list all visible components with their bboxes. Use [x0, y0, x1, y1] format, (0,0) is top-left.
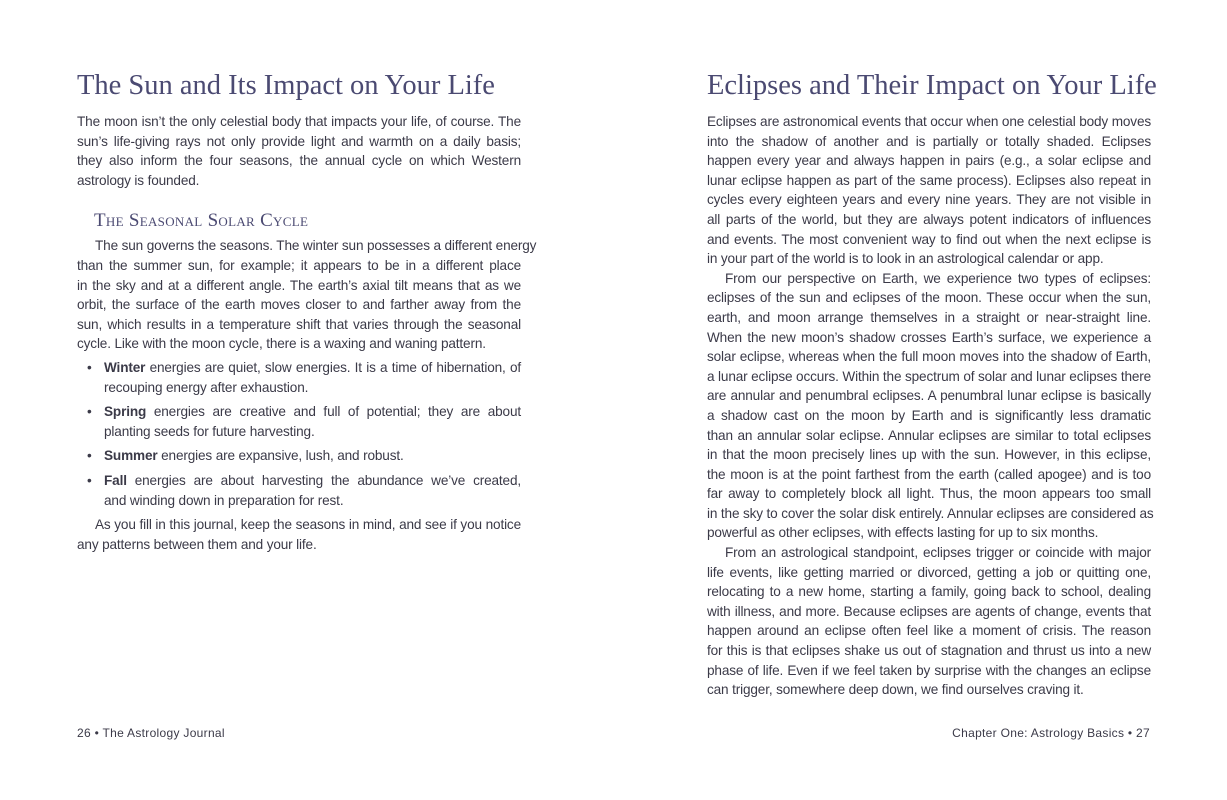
text-line: any patterns between them and your life. [77, 536, 317, 552]
text-line: From our perspective on Earth, we experience two types of eclipses: [725, 270, 1151, 286]
season-list-item [77, 446, 521, 466]
season-list-item [77, 402, 521, 441]
text-line: Eclipses are astronomical events that occur when one celestial body moves [707, 114, 1151, 129]
season-term: Fall [104, 472, 127, 488]
text-line: the moon is at the point farthest from the earth (called apogee) and is too [707, 466, 1151, 482]
eclipse-types-paragraph [707, 269, 1154, 543]
text-line: into the shadow of another and is partially or totally shaded. Eclipses [707, 133, 1151, 149]
bullet-icon: • [87, 472, 92, 488]
text-line: sun’s life-giving rays not only provide light and warmth on a daily basis; [77, 133, 521, 149]
season-list-item [77, 471, 521, 510]
text-line: relocating to a new home, starting a family, going back to school, dealing [707, 584, 1151, 600]
text-line: planting seeds for future harvesting. [104, 423, 315, 439]
text-line [104, 402, 521, 422]
text-line: happen every year and always happen in pairs (e.g., a solar eclipse and [707, 153, 1151, 169]
closing-paragraph [77, 515, 521, 554]
text-line: a shadow cast on the moon by Earth and is significantly less dramatic [707, 407, 1151, 423]
text-line: sun, which results in a temperature shift that varies through the seasonal [77, 316, 521, 332]
text-line: in the sky and at a different angle. The earth’s axial tilt means that as we [77, 277, 521, 293]
right-body [707, 112, 1154, 700]
text-line: powerful as other eclipses, with effects lasting for up to six months. [707, 525, 1099, 541]
season-description: energies are about harvesting the abundance we’ve created, [126, 472, 521, 488]
text-line: cycles every eighteen years and every nine years. They are not visible in [707, 192, 1151, 208]
text-line: are annular and penumbral eclipses. A penumbral lunar eclipse is basically [707, 388, 1151, 404]
season-list-item [77, 358, 521, 397]
text-line: than the summer sun, for example; it appears to be in a different place [77, 257, 521, 273]
text-line: recouping energy after exhaustion. [104, 379, 309, 395]
text-line: phase of life. Even if we feel taken by surprise with the changes an eclipse [707, 662, 1151, 678]
season-description: energies are quiet, slow energies. It is a time of hibernation, of [145, 359, 521, 375]
text-line: life events, like getting married or divorced, getting a job or quitting one, [707, 564, 1151, 580]
season-term: Summer [104, 448, 158, 464]
page-footer-left: 26 • The Astrology Journal [77, 726, 225, 740]
season-description: energies are expansive, lush, and robust. [157, 448, 404, 464]
left-body [77, 112, 537, 554]
text-line: they also inform the four seasons, the annual cycle on which Western [77, 153, 521, 169]
text-line: a lunar eclipse occurs. Within the spectrum of solar and lunar eclipses there [707, 368, 1152, 384]
text-line: eclipses of the sun and eclipses of the moon. These occur when the sun, [707, 290, 1151, 306]
text-line: and winding down in preparation for rest. [104, 492, 344, 508]
text-line: far away to completely block all light. Thus, the moon appears too small [707, 486, 1151, 502]
text-line [104, 471, 521, 491]
season-term: Winter [104, 359, 146, 375]
text-line: for this is that eclipses shake us out of stagnation and thrust us into a new [707, 643, 1151, 659]
seasonal-paragraph [77, 236, 537, 354]
text-line: solar eclipse, whereas when the full moon moves into the shadow of Earth, [707, 349, 1151, 365]
text-line: When the new moon’s shadow crosses Earth’s surface, we experience a [707, 329, 1151, 345]
text-line [104, 358, 521, 378]
bullet-icon: • [87, 448, 92, 464]
intro-paragraph [77, 112, 521, 190]
bullet-icon: • [87, 404, 92, 420]
text-line: in that the moon precisely lines up with the sun. However, in this eclipse, [707, 447, 1151, 463]
eclipse-definition-paragraph [707, 112, 1151, 269]
text-line: in your part of the world is to look in an astrological calendar or app. [707, 251, 1104, 267]
season-list [77, 358, 521, 510]
text-line: can trigger, somewhere deep down, we find ourselves craving it. [707, 682, 1084, 698]
text-line: in the sky to cover the solar disk entirely. Annular eclipses are considered as [707, 505, 1154, 521]
text-line: than an annular solar eclipse. Annular eclipses are similar to total eclipses [707, 427, 1151, 443]
text-line: As you fill in this journal, keep the seasons in mind, and see if you notice [95, 517, 521, 533]
text-line: lunar eclipse happen as part of the same process). Eclipses also repeat in [707, 172, 1151, 188]
text-line: with illness, and more. Because eclipses are agents of change, events that [707, 603, 1151, 619]
text-line: orbit, the surface of the earth moves closer to and farther away from the [77, 297, 521, 313]
page-title: Eclipses and Their Impact on Your Life [707, 70, 1157, 101]
text-line: From an astrological standpoint, eclipses trigger or coincide with major [725, 545, 1151, 561]
season-term: Spring [104, 404, 147, 420]
bullet-icon: • [87, 359, 92, 375]
text-line: The moon isn’t the only celestial body that impacts your life, of course. The [77, 114, 521, 129]
text-line [104, 446, 521, 466]
astrological-paragraph [707, 543, 1151, 700]
text-line: and events. The most convenient way to find out when the next eclipse is [707, 231, 1151, 247]
text-line: cycle. Like with the moon cycle, there is a waxing and waning pattern. [77, 336, 486, 352]
page-footer-right: Chapter One: Astrology Basics • 27 [952, 726, 1150, 740]
text-line: The sun governs the seasons. The winter sun possesses a different energy [95, 238, 537, 254]
text-line: all parts of the world, but they are always potent indicators of influences [707, 211, 1151, 227]
text-line: astrology is founded. [77, 172, 200, 188]
section-heading: The Seasonal Solar Cycle [94, 210, 309, 232]
text-line: happen around an eclipse often feel like a moment of crisis. The reason [707, 623, 1151, 639]
page-title: The Sun and Its Impact on Your Life [77, 70, 495, 101]
season-description: energies are creative and full of potential; they are about [146, 404, 521, 420]
text-line: earth, and moon arrange themselves in a straight or near-straight line. [707, 309, 1151, 325]
